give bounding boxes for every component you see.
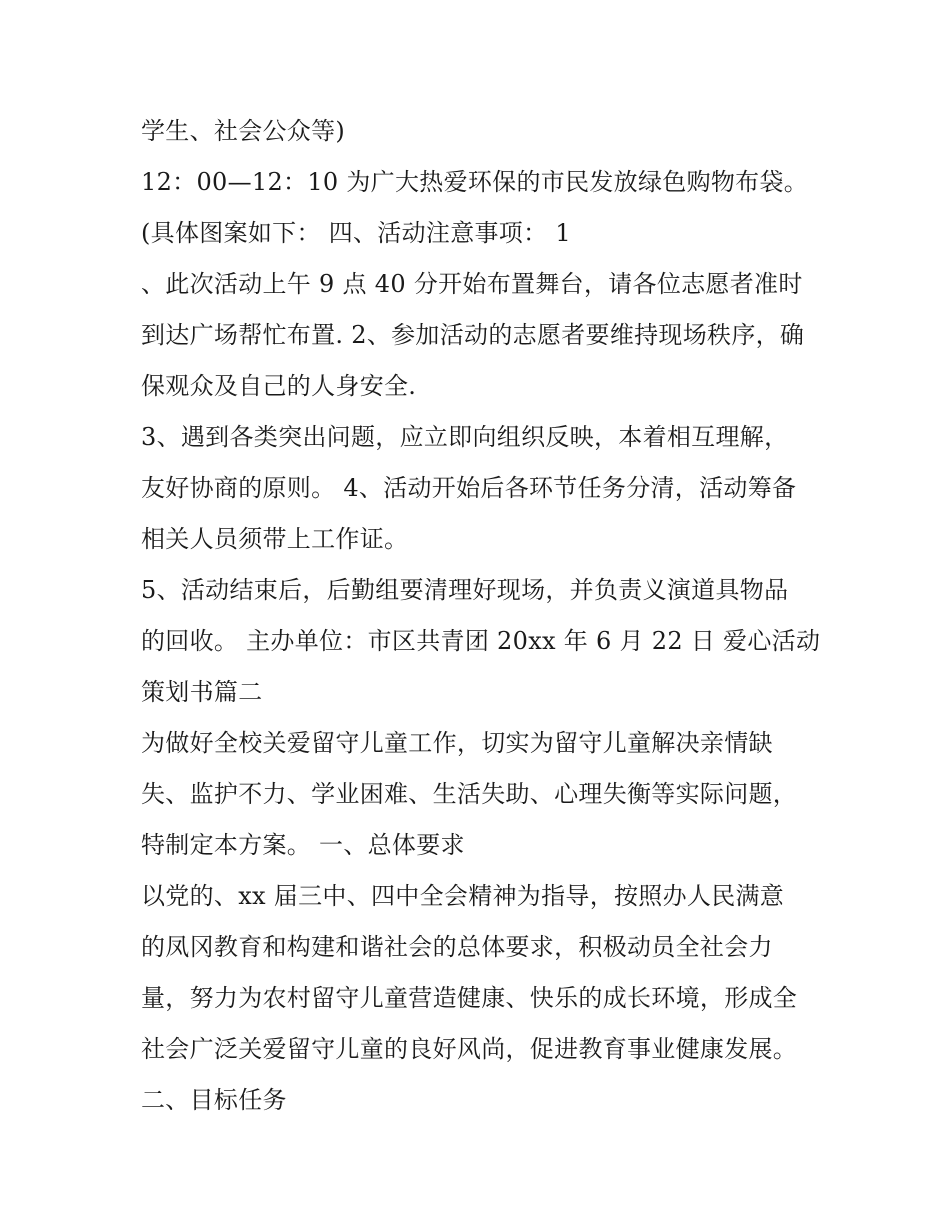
text-line: (具体图案如下： 四、活动注意事项： 1 [141, 219, 571, 247]
text-line: 以党的、xx 届三中、四中全会精神为指导，按照办人民满意 [141, 882, 785, 910]
text-line: 相关人员须带上工作证。 [141, 525, 409, 553]
text-line: 社会广泛关爱留守儿童的良好风尚，促进教育事业健康发展。 [141, 1035, 798, 1063]
text-line: 特制定本方案。 一、总体要求 [141, 831, 465, 859]
text-line: 12：00—12：10 为广大热爱环保的市民发放绿色购物布袋。 [141, 168, 809, 196]
text-line: 失、监护不力、学业困难、生活失助、心理失衡等实际问题， [141, 780, 798, 808]
document-body [141, 106, 831, 1126]
text-line: 为做好全校关爱留守儿童工作，切实为留守儿童解决亲情缺 [141, 729, 773, 757]
section-heading: 策划书篇二 [141, 678, 263, 706]
text-line: 、此次活动上午 9 点 40 分开始布置舞台，请各位志愿者准时 [141, 270, 803, 298]
text-line: 3、遇到各类突出问题，应立即向组织反映，本着相互理解， [141, 423, 789, 451]
text-line: 的回收。 主办单位：市区共青团 20xx 年 6 月 22 日 爱心活动 [141, 627, 821, 655]
text-line: 保观众及自己的人身安全. [141, 372, 417, 400]
section-heading: 二、目标任务 [141, 1086, 287, 1114]
text-line: 的凤冈教育和构建和谐社会的总体要求，积极动员全社会力 [141, 933, 773, 961]
text-line: 量，努力为农村留守儿童营造健康、快乐的成长环境，形成全 [141, 984, 798, 1012]
text-line: 5、活动结束后，后勤组要清理好现场，并负责义演道具物品 [141, 576, 789, 604]
text-line: 友好协商的原则。 4、活动开始后各环节任务分清，活动筹备 [141, 474, 797, 502]
text-line: 学生、社会公众等) [141, 117, 346, 145]
text-line: 到达广场帮忙布置. 2、参加活动的志愿者要维持现场秩序，确 [141, 321, 805, 349]
